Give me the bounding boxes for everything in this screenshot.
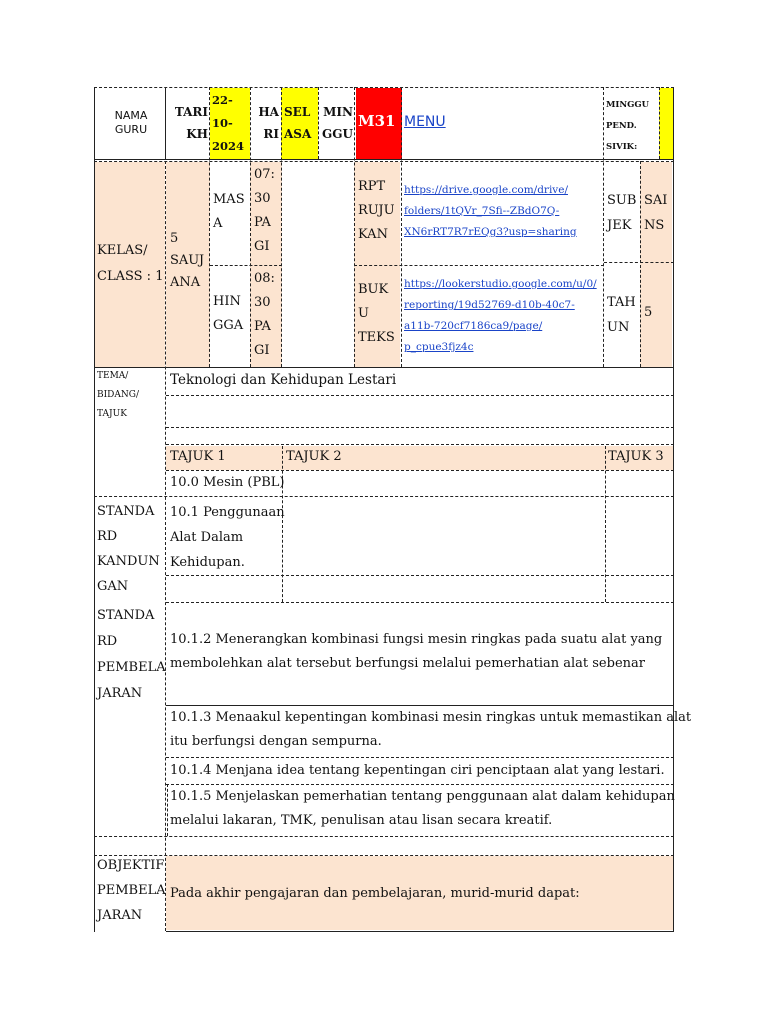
rpt-label: RPT RUJU KAN — [358, 179, 395, 242]
textbook-label: BUK U TEKS — [358, 282, 395, 345]
topic-1-label: TAJUK 1 — [170, 449, 226, 464]
rule — [165, 161, 166, 931]
rule — [166, 427, 674, 428]
date-value: 22- 10- 2024 — [212, 93, 245, 153]
rule — [94, 855, 674, 856]
textbook-link[interactable]: https://lookerstudio.google.com/u/0/ reporting/19d52769-d10b-40c7- a11b-720cf7186ca9/page/ p_cpue3fjz4c — [404, 278, 597, 353]
rule — [281, 87, 282, 367]
rule — [354, 87, 355, 367]
rule — [167, 784, 168, 836]
learning-standard-label: STANDA RD PEMBELA JARAN — [97, 608, 166, 701]
rule — [209, 87, 210, 367]
rpt-link[interactable]: https://drive.google.com/drive/ folders/1tQVr_7Sfi--ZBdO7Q- XN6rRT7R7rEQg3?usp=sharing — [404, 184, 577, 238]
theme-value: Teknologi dan Kehidupan Lestari — [170, 372, 397, 388]
rule — [166, 470, 674, 471]
rule — [603, 87, 604, 367]
rule — [604, 262, 674, 263]
rule — [659, 87, 660, 159]
rule — [640, 161, 641, 367]
rule — [166, 757, 674, 758]
objective-label: OBJEKTIF PEMBELA JARAN — [97, 858, 166, 923]
subject-value: SAI NS — [644, 193, 668, 233]
subject-label: SUB JEK — [607, 193, 637, 233]
date-label: TARI KH — [174, 105, 208, 141]
rule — [401, 87, 402, 367]
day-value: SEL ASA — [284, 105, 312, 141]
learning-standard-item: 10.1.2 Menerangkan kombinasi fungsi mesin ringkas pada suatu alat yang membolehkan alat tersebut berfungsi melalui pemerhatian alat sebenar — [170, 632, 663, 671]
rule — [166, 395, 674, 396]
time-end-label: HIN GGA — [213, 294, 244, 333]
topic-value: 10.0 Mesin (PBL) — [170, 475, 285, 490]
rule — [94, 87, 674, 88]
day-label: HA RI — [258, 105, 279, 141]
year-value: 5 — [644, 305, 653, 320]
rule — [94, 367, 674, 368]
learning-standard-item: 10.1.5 Menjelaskan pemerhatian tentang penggunaan alat dalam kehidupan melalui lakaran, TMK, penulisan atau lisan secara kreatif. — [170, 789, 675, 828]
theme-label: TEMA/ BIDANG/ TAJUK — [97, 371, 139, 419]
class-name: 5 SAUJ ANA — [170, 231, 205, 290]
civic-week-label: MINGGU PEND. SIVIK: — [606, 100, 650, 152]
rule — [354, 265, 604, 266]
menu-link[interactable]: MENU — [404, 114, 446, 130]
rule — [166, 931, 674, 932]
rule — [94, 161, 674, 162]
rule — [94, 496, 674, 497]
week-value: M31 — [358, 112, 396, 130]
rule — [165, 87, 166, 159]
learning-standard-item: 10.1.3 Menaakul kepentingan kombinasi mesin ringkas untuk memastikan alat itu berfungsi dengan sempurna. — [170, 710, 692, 749]
rule — [166, 444, 674, 445]
topic-2-label: TAJUK 2 — [286, 449, 342, 464]
content-standard-label: STANDA RD KANDUN GAN — [97, 504, 160, 594]
rule — [605, 446, 606, 602]
rule — [210, 265, 282, 266]
content-standard-value: 10.1 Penggunaan Alat Dalam Kehidupan. — [170, 505, 285, 570]
rule — [94, 836, 674, 837]
rule — [166, 602, 674, 603]
rule — [250, 87, 251, 367]
time-end-value: 08: 30 PA GI — [254, 271, 275, 358]
class-label: KELAS/ CLASS : 1 — [97, 243, 164, 284]
objective-value: Pada akhir pengajaran dan pembelajaran, murid-murid dapat: — [170, 886, 580, 901]
rule — [166, 575, 674, 576]
year-label: TAH UN — [607, 295, 636, 335]
week-label: MIN GGU — [322, 105, 353, 141]
civic-cell-bg — [659, 88, 673, 159]
rule — [318, 87, 319, 159]
time-start-label: MAS A — [213, 192, 245, 231]
rule — [94, 159, 674, 160]
teacher-name-label: NAMA GURU — [114, 109, 148, 136]
rule — [94, 87, 95, 932]
tajuk-row-bg — [166, 446, 674, 470]
learning-standard-item: 10.1.4 Menjana idea tentang kepentingan ciri penciptaan alat yang lestari. — [170, 763, 665, 778]
time-start-value: 07: 30 PA GI — [254, 167, 275, 254]
topic-3-label: TAJUK 3 — [608, 449, 664, 464]
